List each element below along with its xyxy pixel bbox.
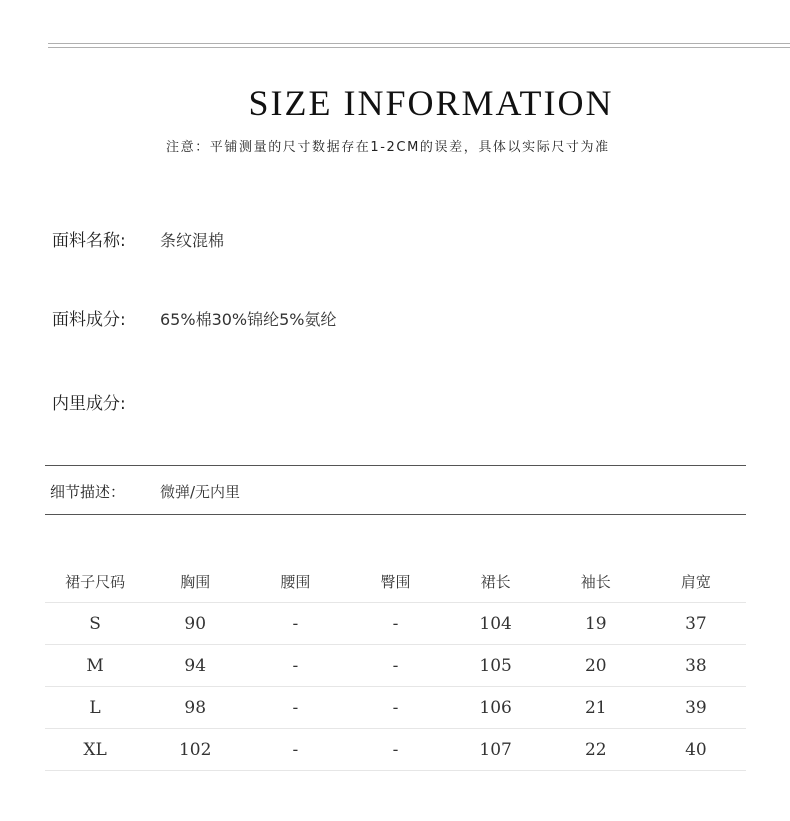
fabric-composition-value: 65%棉30%锦纶5%氨纶 bbox=[160, 310, 337, 329]
size-table-cell: - bbox=[245, 603, 345, 645]
lining-composition-row bbox=[52, 389, 160, 414]
size-table-header-cell: 裙长 bbox=[446, 561, 546, 603]
fabric-name-row bbox=[52, 226, 224, 251]
size-table-cell: 90 bbox=[145, 603, 245, 645]
size-table-cell: 37 bbox=[646, 603, 746, 645]
size-table-cell: L bbox=[45, 687, 145, 729]
size-table-cell: 38 bbox=[646, 645, 746, 687]
size-table-cell: M bbox=[45, 645, 145, 687]
size-table-cell: - bbox=[345, 687, 445, 729]
size-table-header-cell: 裙子尺码 bbox=[45, 561, 145, 603]
size-table-cell: - bbox=[245, 645, 345, 687]
size-table-cell: 104 bbox=[446, 603, 546, 645]
detail-description-value: 微弹/无内里 bbox=[160, 483, 241, 501]
detail-description-row bbox=[50, 481, 240, 502]
size-table-header-cell: 袖长 bbox=[546, 561, 646, 603]
fabric-name-label: 面料名称: bbox=[52, 231, 126, 251]
size-table-cell: 39 bbox=[646, 687, 746, 729]
size-table-cell: 20 bbox=[546, 645, 646, 687]
size-table-cell: - bbox=[245, 687, 345, 729]
size-table-header-cell: 胸围 bbox=[145, 561, 245, 603]
size-table-row bbox=[45, 603, 746, 645]
size-table-header-cell: 肩宽 bbox=[646, 561, 746, 603]
size-table-cell: 105 bbox=[446, 645, 546, 687]
size-table-cell: 98 bbox=[145, 687, 245, 729]
size-table-row bbox=[45, 687, 746, 729]
detail-description-label: 细节描述： bbox=[50, 483, 126, 501]
detail-bottom-divider bbox=[45, 514, 746, 515]
detail-top-divider bbox=[45, 465, 746, 466]
fabric-name-value: 条纹混棉 bbox=[160, 231, 225, 250]
size-table-cell: 94 bbox=[145, 645, 245, 687]
lining-composition-label: 内里成分: bbox=[52, 394, 126, 414]
size-table-cell: 22 bbox=[546, 729, 646, 771]
size-table-cell: - bbox=[345, 645, 445, 687]
size-table-cell: 40 bbox=[646, 729, 746, 771]
size-table-cell: 106 bbox=[446, 687, 546, 729]
size-table-row bbox=[45, 729, 746, 771]
size-table-header-cell: 臀围 bbox=[345, 561, 445, 603]
size-table-cell: - bbox=[345, 603, 445, 645]
size-table bbox=[45, 561, 746, 771]
size-table-cell: XL bbox=[45, 729, 145, 771]
size-table-cell: - bbox=[245, 729, 345, 771]
size-table-cell: 21 bbox=[546, 687, 646, 729]
size-table-cell: - bbox=[345, 729, 445, 771]
size-table-header-cell: 腰围 bbox=[245, 561, 345, 603]
fabric-composition-label: 面料成分: bbox=[52, 310, 126, 330]
measurement-note: 注意：平铺测量的尺寸数据存在1-2CM的误差，具体以实际尺寸为准 bbox=[166, 140, 610, 155]
top-divider-line-1 bbox=[48, 43, 790, 44]
size-table-cell: 107 bbox=[446, 729, 546, 771]
size-table-cell: S bbox=[45, 603, 145, 645]
size-table-row bbox=[45, 645, 746, 687]
size-table-header-row bbox=[45, 561, 746, 603]
fabric-composition-row bbox=[52, 305, 337, 330]
size-table-cell: 102 bbox=[145, 729, 245, 771]
top-divider-line-2 bbox=[48, 47, 790, 48]
page-title: SIZE INFORMATION bbox=[248, 83, 614, 123]
size-table-cell: 19 bbox=[546, 603, 646, 645]
